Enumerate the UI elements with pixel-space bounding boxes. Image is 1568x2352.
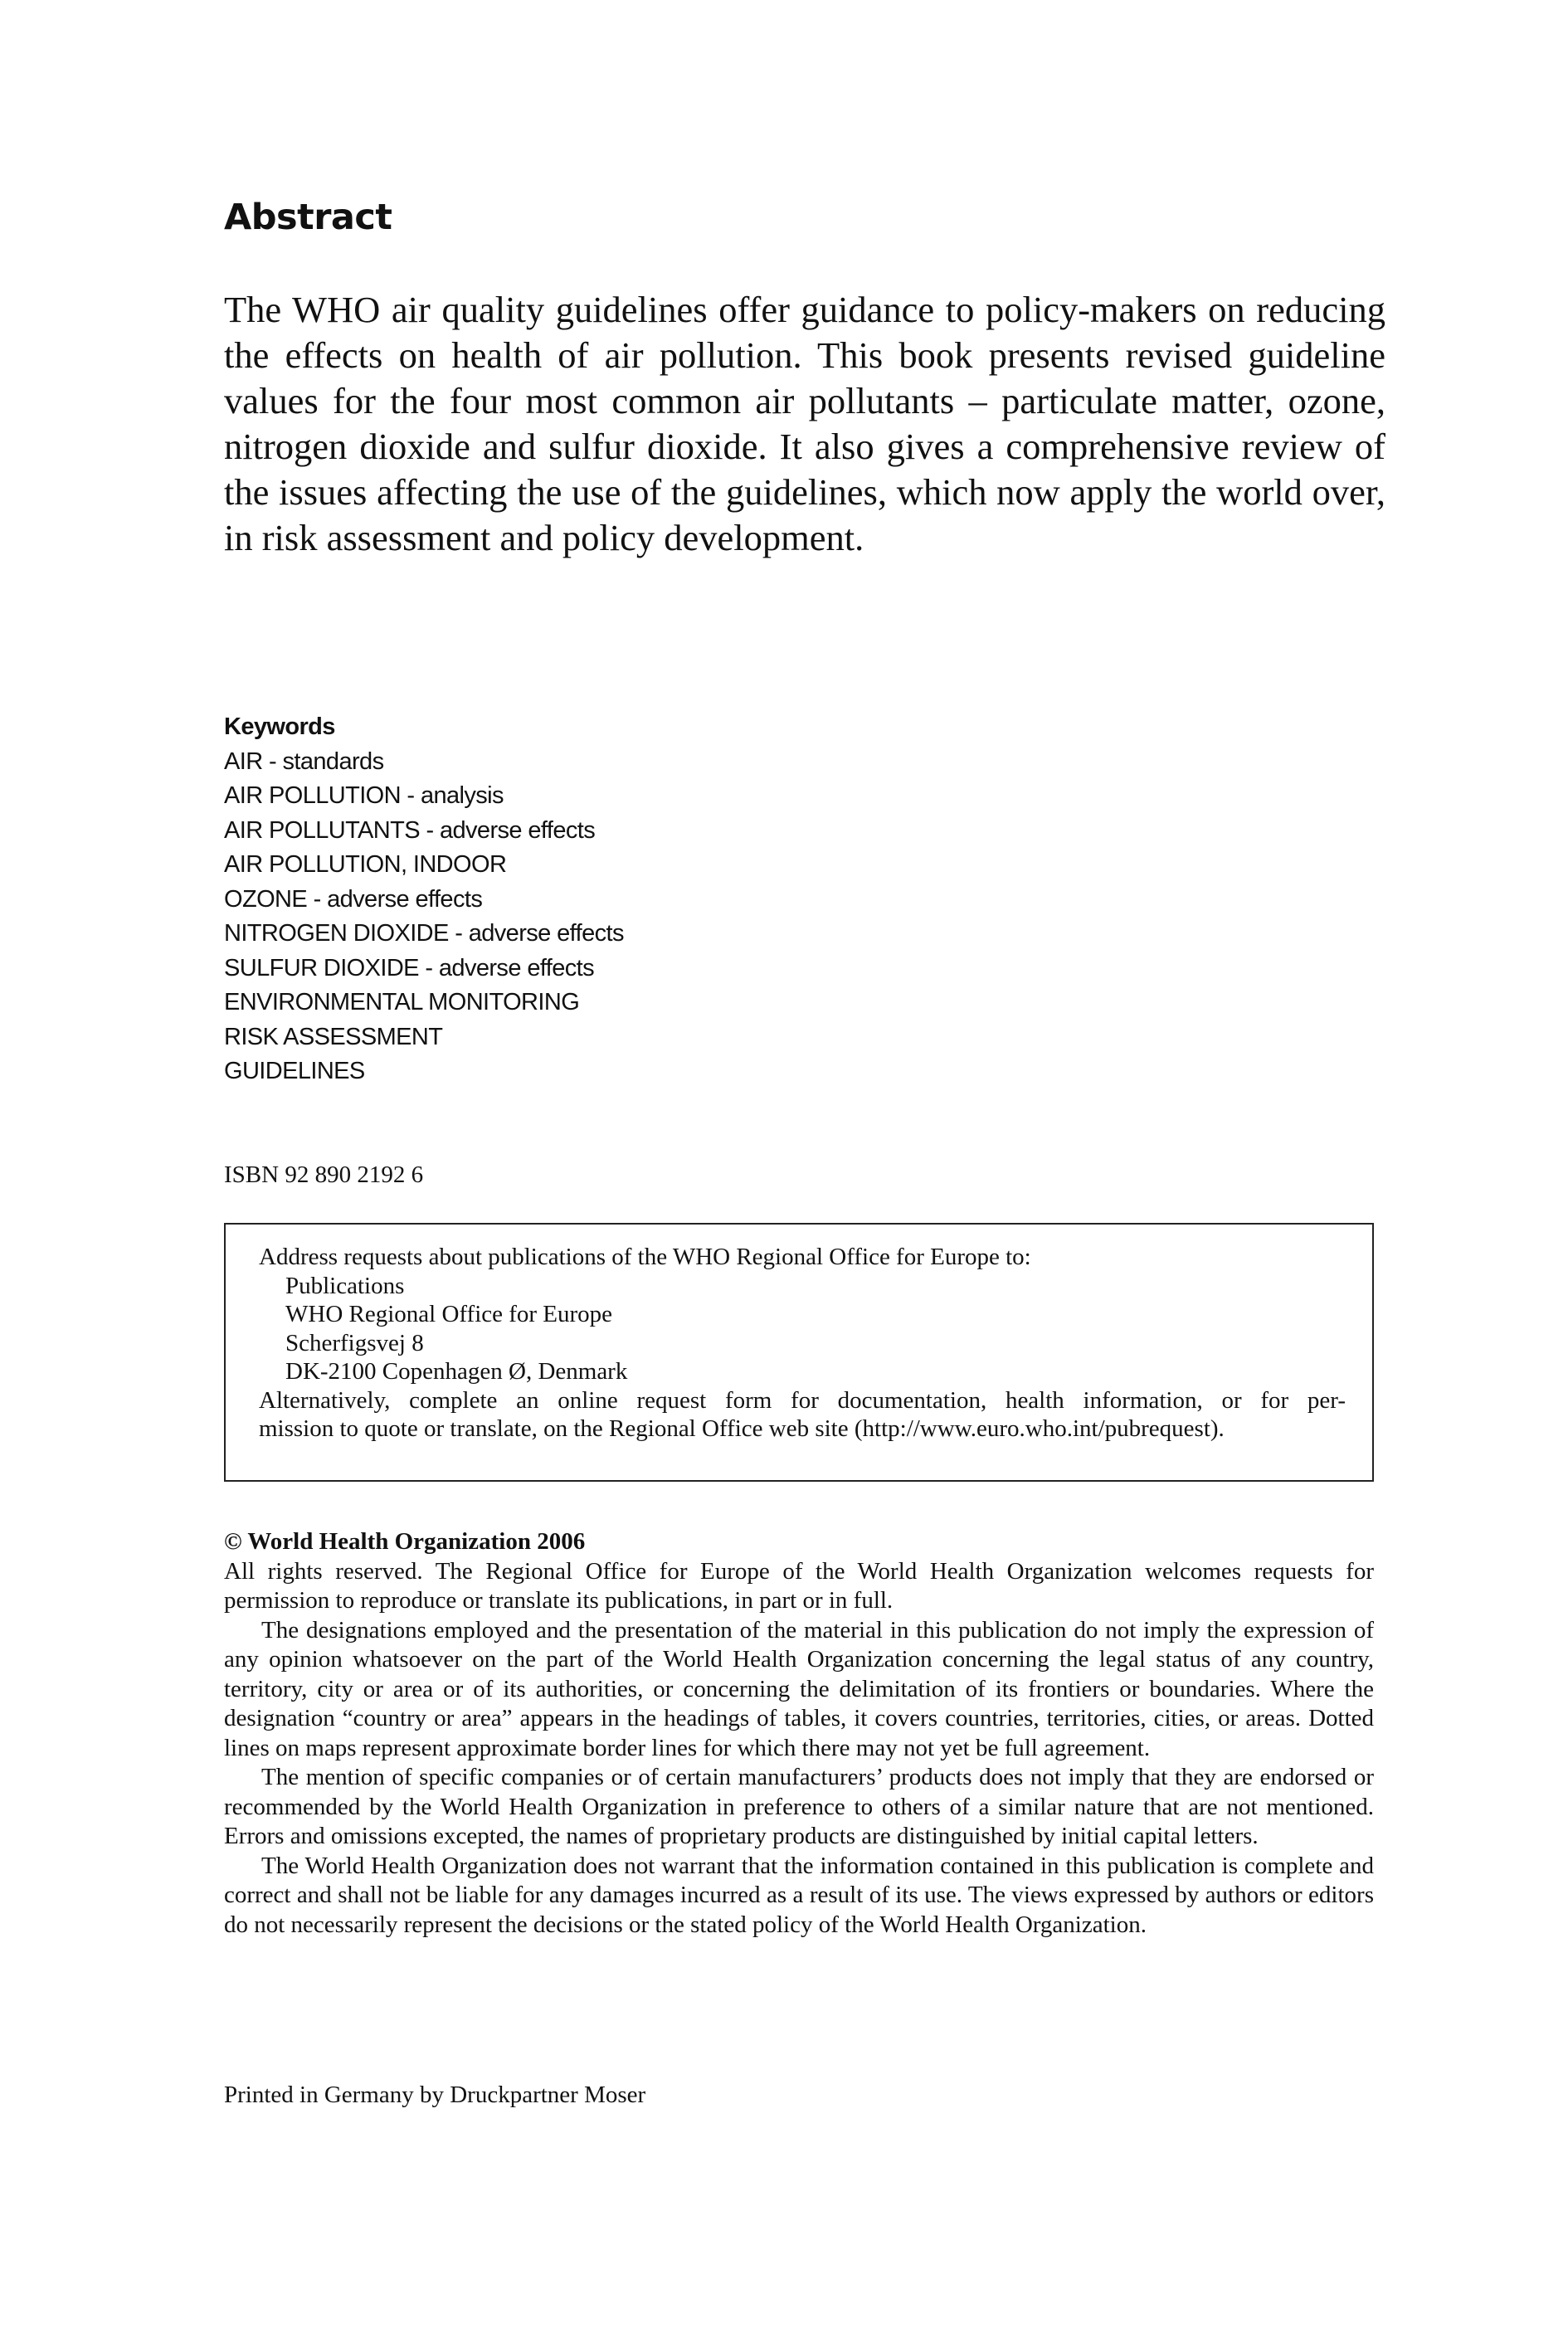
address-intro: Address requests about publications of the WHO Regional Office for Europe to: (259, 1244, 1031, 1270)
keywords-heading: Keywords (224, 713, 335, 740)
online-request-line: Alternatively, complete an online request form for documentation, health information, or for per- (259, 1386, 1346, 1414)
legal-notice (224, 1527, 1374, 1940)
legal-paragraph: The designations employed and the presentation of the material in this publication do not imply the expression of any opinion whatsoever on the part of the World Health Organization concerning the legal status of any country, territory, city or area or of its authorities, or concerning the delimitation of its frontiers or boundaries. Where the designation “country or area” appears in the headings of tables, it covers countries, territories, cities, or areas. Dotted lines on maps represent approximate border lines for which there may not yet be full agreement. (224, 1616, 1374, 1761)
legal-paragraph: The World Health Organization does not warrant that the information contained in this publication is complete and correct and shall not be liable for any damages incurred as a result of its use. The views expressed by authors or editors do not necessarily represent the decisions or the stated policy of the World Health Organization. (224, 1852, 1374, 1938)
address-line: DK-2100 Copenhagen Ø, Denmark (285, 1358, 628, 1385)
publication-request-box (224, 1223, 1374, 1482)
keyword-item: GUIDELINES (224, 1058, 365, 1084)
online-request-line: mission to quote or translate, on the Regional Office web site (http://www.euro.who.int/pubrequest). (259, 1415, 1225, 1442)
keywords-list (224, 745, 971, 1089)
address-line: Scherfigsvej 8 (285, 1329, 424, 1356)
keyword-item: AIR - standards (224, 747, 384, 775)
address-line: Publications (285, 1272, 405, 1299)
keyword-item: OZONE - adverse effects (224, 885, 483, 913)
copyright-heading: © World Health Organization 2006 (224, 1528, 586, 1555)
keyword-item: RISK ASSESSMENT (224, 1023, 443, 1050)
keyword-item: AIR POLLUTANTS - adverse effects (224, 816, 596, 844)
address-line: WHO Regional Office for Europe (285, 1301, 613, 1327)
keyword-item: NITROGEN DIOXIDE - adverse effects (224, 920, 624, 947)
printer-credit: Printed in Germany by Druckpartner Moser (224, 2082, 646, 2108)
keywords-section (224, 710, 971, 1089)
keyword-item: AIR POLLUTION, INDOOR (224, 851, 507, 878)
keyword-item: AIR POLLUTION - analysis (224, 782, 504, 809)
isbn-number: ISBN 92 890 2192 6 (224, 1161, 424, 1188)
keyword-item: ENVIRONMENTAL MONITORING (224, 989, 580, 1015)
legal-paragraph: The mention of specific companies or of certain manufacturers’ products does not imply that they are endorsed or recommended by the World Health Organization in preference to others of a similar nature that are not mentioned. Errors and omissions excepted, the names of proprietary products are distinguished by initial capital letters. (224, 1764, 1374, 1849)
legal-paragraph: All rights reserved. The Regional Office for Europe of the World Health Organization welcomes requests for permission to reproduce or translate its publications, in part or in full. (224, 1557, 1374, 1614)
keyword-item: SULFUR DIOXIDE - adverse effects (224, 954, 595, 981)
abstract-text: The WHO air quality guidelines offer guidance to policy-makers on reducing the effects on health of air pollution. This book presents revised guideline values for the four most common air pollutants – particulate matter, ozone, nitrogen dioxide and sulfur dioxide. It also gives a comprehensive review of the issues affecting the use of the guidelines, which now apply the world over, in risk assessment and policy development. (224, 289, 1385, 558)
abstract-heading: Abstract (224, 197, 392, 238)
